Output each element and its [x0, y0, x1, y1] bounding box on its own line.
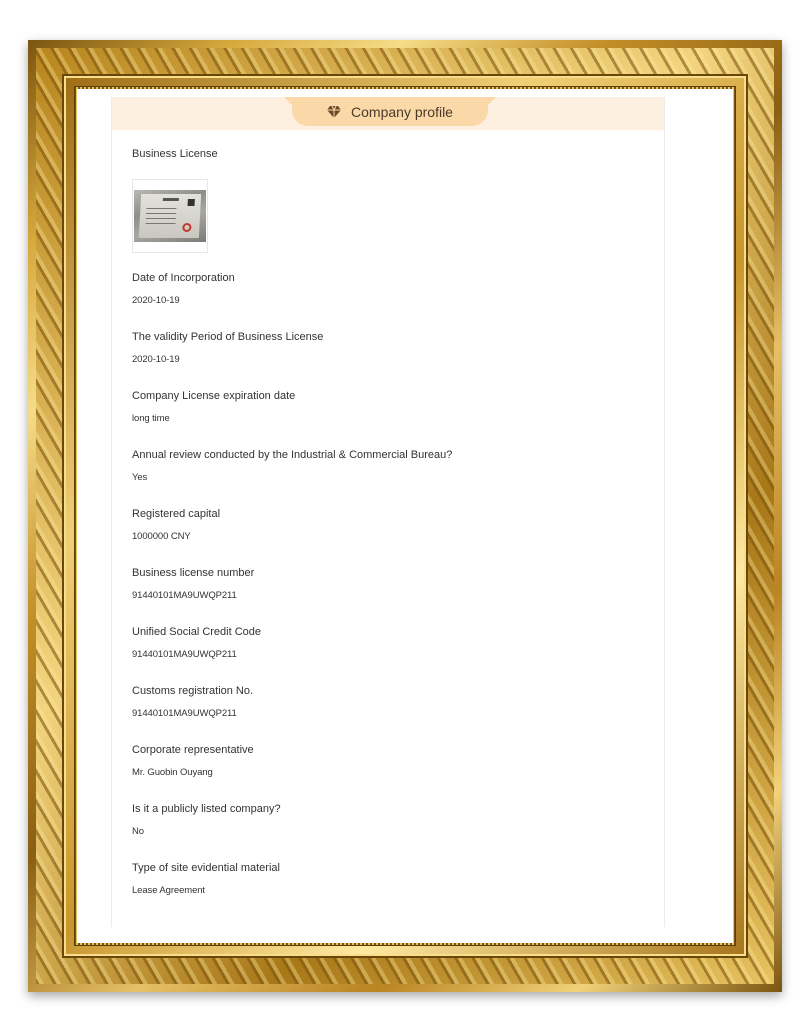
field-label: Is it a publicly listed company? [132, 803, 281, 815]
frame-carved-border [36, 48, 774, 984]
field-label: Annual review conducted by the Industrial & Commercial Bureau? [132, 449, 453, 461]
field-label: Business license number [132, 567, 255, 579]
field-value: No [132, 826, 144, 837]
field-value: Mr. Guobin Ouyang [132, 767, 213, 778]
frame-inner-moulding [62, 74, 748, 958]
field-value: 91440101MA9UWQP211 [132, 649, 237, 660]
field-label: Customs registration No. [132, 685, 254, 697]
field-business-license-number [132, 566, 254, 602]
field-label: The validity Period of Business License [132, 331, 324, 343]
field-value: 91440101MA9UWQP211 [132, 590, 237, 601]
field-label: Type of site evidential material [132, 862, 280, 874]
field-publicly-listed [132, 802, 281, 838]
field-label: Registered capital [132, 508, 221, 520]
field-label: Company License expiration date [132, 390, 296, 402]
business-license-section [132, 147, 218, 161]
field-value: 2020-10-19 [132, 295, 180, 306]
card-header [112, 97, 664, 130]
field-unified-social-credit-code [132, 625, 261, 661]
field-label: Business License [132, 148, 218, 160]
frame-liner [74, 86, 736, 946]
field-site-evidential-material [132, 861, 280, 897]
field-customs-registration [132, 684, 253, 720]
field-license-expiration [132, 389, 295, 425]
field-registered-capital [132, 507, 220, 543]
business-license-thumbnail[interactable] [132, 179, 208, 253]
field-value: 91440101MA9UWQP211 [132, 708, 237, 719]
license-image [134, 190, 206, 242]
gold-picture-frame [28, 40, 782, 992]
field-corporate-representative [132, 743, 254, 779]
company-profile-card [111, 97, 665, 927]
field-value: Yes [132, 472, 148, 483]
card-title: Company profile [351, 103, 453, 120]
field-value: long time [132, 413, 170, 424]
field-label: Date of Incorporation [132, 272, 235, 284]
field-date-of-incorporation [132, 271, 235, 307]
field-value: Lease Agreement [132, 885, 205, 896]
field-validity-period [132, 330, 323, 366]
frame-canvas [77, 89, 733, 943]
field-annual-review [132, 448, 452, 484]
field-label: Corporate representative [132, 744, 254, 756]
field-label: Unified Social Credit Code [132, 626, 262, 638]
company-profile-tab[interactable] [292, 97, 488, 126]
field-value: 1000000 CNY [132, 531, 191, 542]
diamond-icon [327, 106, 341, 118]
field-value: 2020-10-19 [132, 354, 180, 365]
